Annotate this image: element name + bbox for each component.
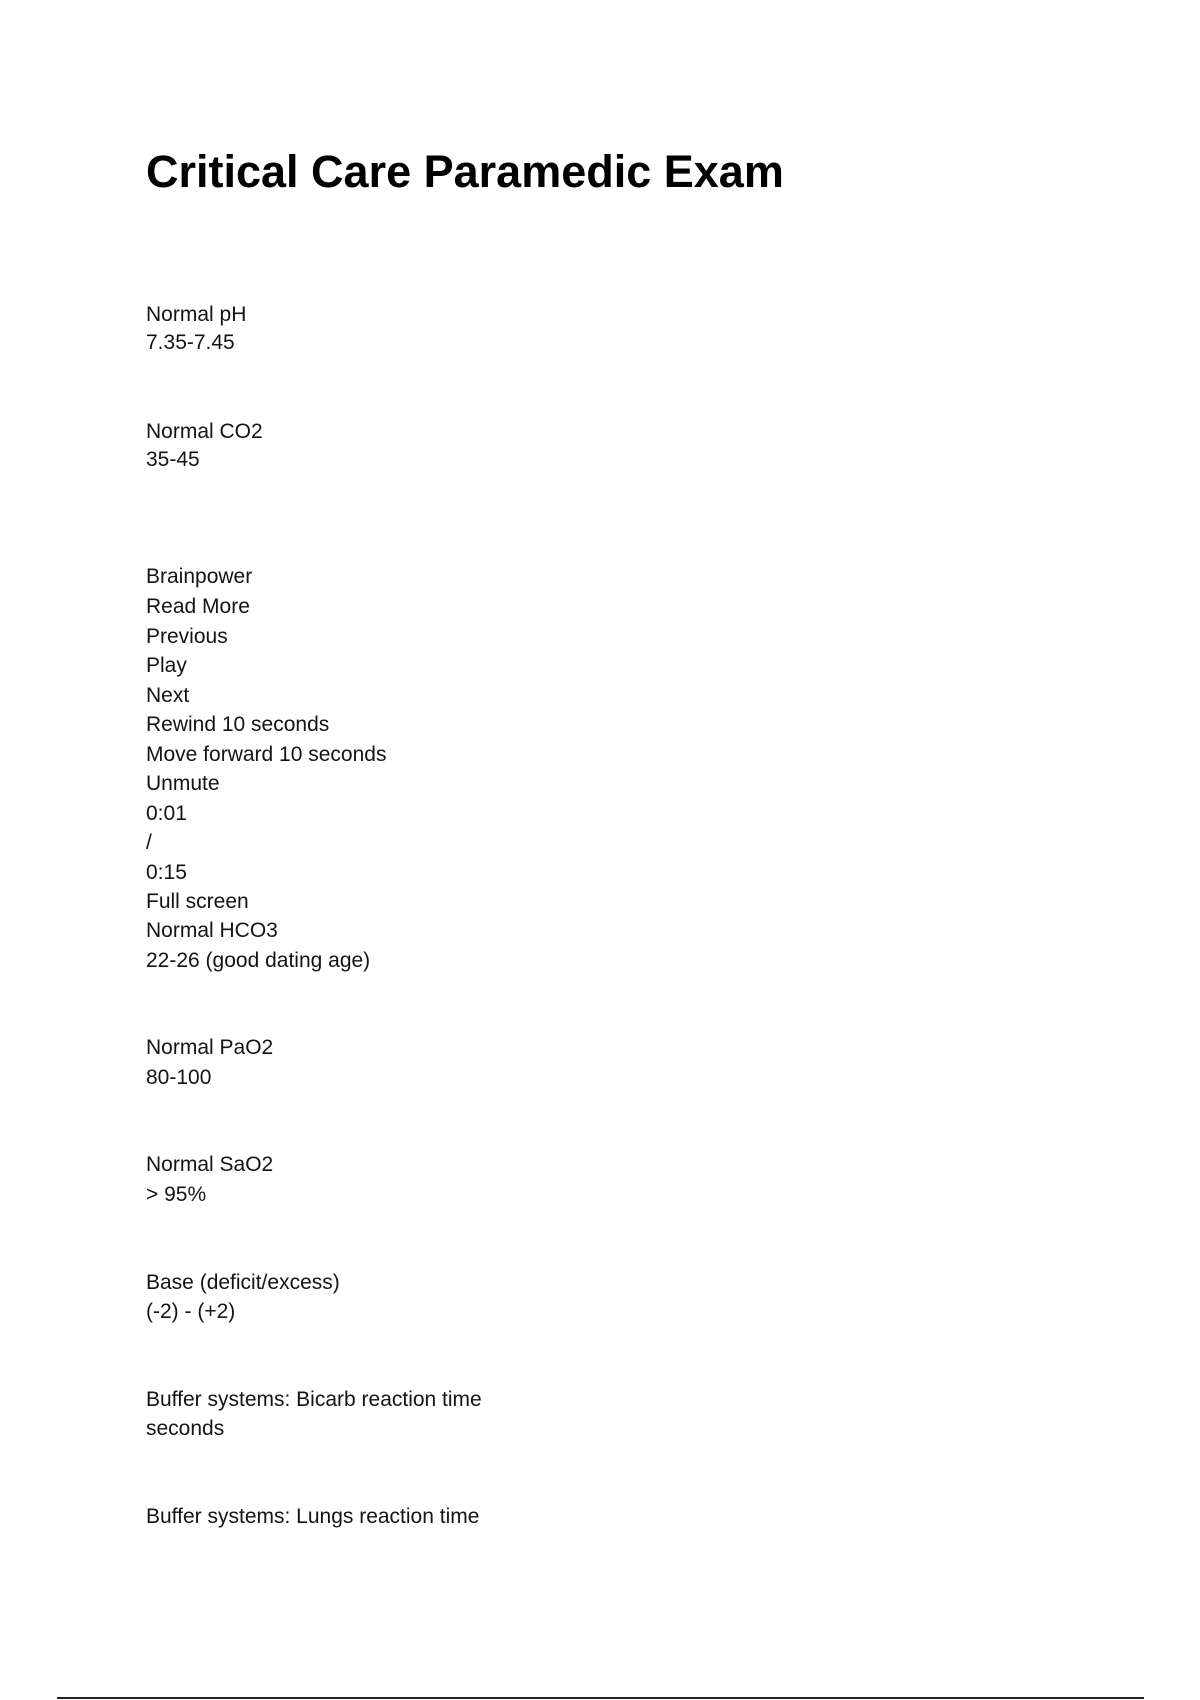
previous-button[interactable]: Previous: [146, 625, 228, 648]
card-definition-normal-co2: 35-45: [146, 448, 200, 471]
rewind-button[interactable]: Rewind 10 seconds: [146, 713, 330, 736]
time-separator: /: [146, 831, 152, 854]
card-term-normal-hco3: Normal HCO3: [146, 919, 278, 942]
card-definition-normal-ph: 7.35-7.45: [146, 331, 235, 354]
card-definition-normal-hco3: 22-26 (good dating age): [146, 949, 371, 972]
read-more-link[interactable]: Read More: [146, 595, 250, 618]
card-definition-bicarb-reaction: seconds: [146, 1417, 225, 1440]
card-term-normal-sao2: Normal SaO2: [146, 1153, 274, 1176]
page-title: Critical Care Paramedic Exam: [146, 146, 784, 197]
duration: 0:15: [146, 861, 187, 884]
fullscreen-button[interactable]: Full screen: [146, 890, 249, 913]
next-button[interactable]: Next: [146, 684, 190, 707]
play-button[interactable]: Play: [146, 654, 187, 677]
forward-button[interactable]: Move forward 10 seconds: [146, 743, 387, 766]
card-term-bicarb-reaction: Buffer systems: Bicarb reaction time: [146, 1388, 482, 1411]
card-definition-base: (-2) - (+2): [146, 1300, 236, 1323]
card-definition-normal-pao2: 80-100: [146, 1066, 212, 1089]
card-definition-normal-sao2: > 95%: [146, 1183, 207, 1206]
page-bottom-divider: [57, 1697, 1144, 1699]
player-brand-label: Brainpower: [146, 565, 253, 588]
card-term-base: Base (deficit/excess): [146, 1271, 340, 1294]
unmute-button[interactable]: Unmute: [146, 772, 220, 795]
card-term-normal-pao2: Normal PaO2: [146, 1036, 274, 1059]
card-term-lungs-reaction: Buffer systems: Lungs reaction time: [146, 1505, 480, 1528]
card-term-normal-co2: Normal CO2: [146, 420, 263, 443]
card-term-normal-ph: Normal pH: [146, 303, 247, 326]
current-time: 0:01: [146, 802, 187, 825]
